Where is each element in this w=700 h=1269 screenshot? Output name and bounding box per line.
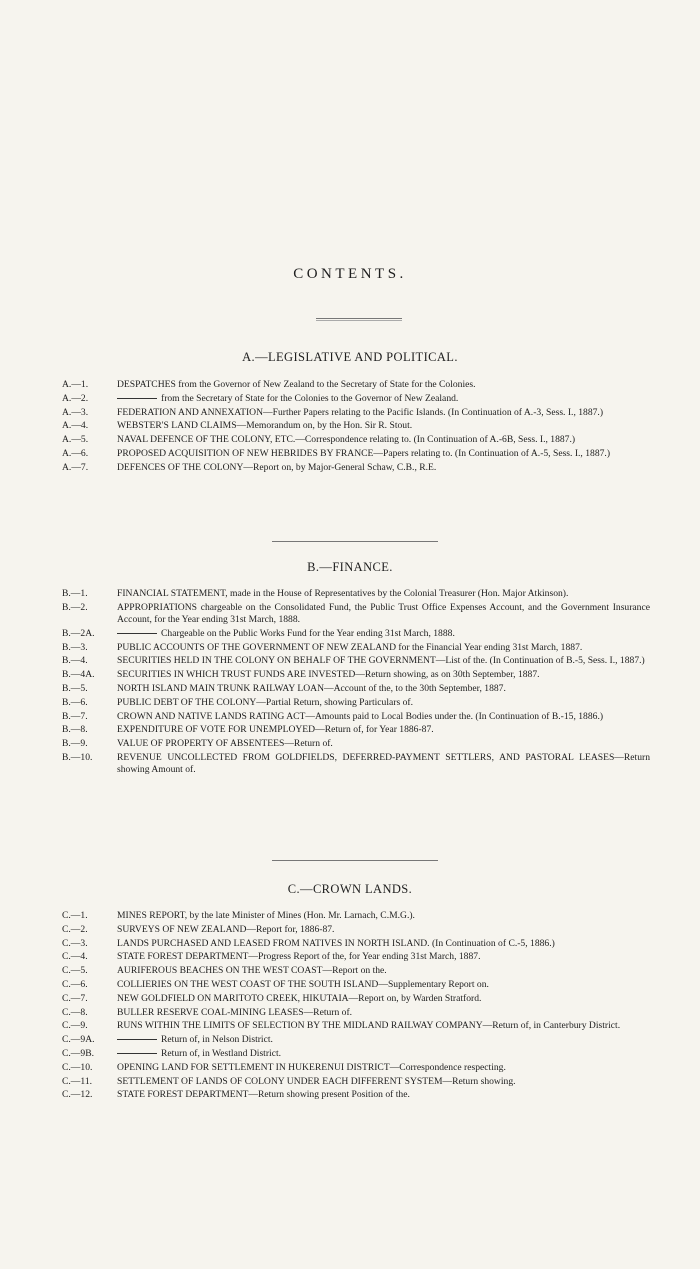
entry-text: FEDERATION AND ANNEXATION—Further Papers relating to the Pacific Islands. (In Continuation of A.-3, Sess. I., 1887.) bbox=[117, 406, 604, 418]
entry-text: VALUE OF PROPERTY OF ABSENTEES—Return of. bbox=[117, 738, 333, 750]
section-a-list bbox=[62, 379, 650, 476]
list-item bbox=[62, 602, 650, 626]
entry-text: FINANCIAL STATEMENT, made in the House of Representatives by the Colonial Treasurer (Hon. Major Atkinson). bbox=[117, 588, 569, 599]
entry-text: Chargeable on the Public Works Fund for the Year ending 31st March, 1888. bbox=[161, 627, 455, 639]
list-item bbox=[62, 1048, 650, 1060]
list-item bbox=[62, 588, 650, 600]
list-item bbox=[62, 965, 650, 977]
list-item bbox=[62, 1089, 650, 1101]
section-a-heading: A.—LEGISLATIVE AND POLITICAL. bbox=[242, 350, 458, 364]
entry-code: C.—3. bbox=[62, 937, 88, 949]
list-item bbox=[62, 628, 650, 640]
page-title: CONTENTS. bbox=[293, 266, 407, 282]
entry-code: B.—1. bbox=[62, 588, 88, 599]
entry-text: PUBLIC ACCOUNTS OF THE GOVERNMENT OF NEW ZEALAND for the Financial Year ending 31st March, 1887. bbox=[117, 641, 583, 653]
list-item bbox=[62, 655, 650, 667]
entry-text: STATE FOREST DEPARTMENT—Return showing present Position of the. bbox=[117, 1089, 410, 1101]
title-rule bbox=[316, 318, 402, 321]
entry-text: from the Secretary of State for the Colonies to the Governor of New Zealand. bbox=[161, 392, 459, 404]
entry-text: AURIFEROUS BEACHES ON THE WEST COAST—Report on the. bbox=[117, 965, 387, 977]
entry-text: DESPATCHES from the Governor of New Zealand to the Secretary of State for the Colonies. bbox=[117, 379, 476, 390]
section-b-heading: B.—FINANCE. bbox=[307, 560, 393, 574]
list-item bbox=[62, 683, 650, 695]
list-item bbox=[62, 924, 650, 936]
list-item bbox=[62, 738, 650, 750]
entry-text: SURVEYS OF NEW ZEALAND—Report for, 1886-87. bbox=[117, 923, 335, 935]
list-item bbox=[62, 724, 650, 736]
entry-code: B.—5. bbox=[62, 682, 88, 694]
entry-code: A.—3. bbox=[62, 406, 89, 418]
section-divider bbox=[272, 860, 438, 861]
entry-code: A.—5. bbox=[62, 434, 89, 446]
entry-text: COLLIERIES ON THE WEST COAST OF THE SOUTH ISLAND—Supplementary Report on. bbox=[117, 978, 489, 990]
entry-code: B.—8. bbox=[62, 724, 88, 736]
list-item bbox=[62, 1034, 650, 1046]
list-item bbox=[62, 993, 650, 1005]
ditto-dash bbox=[117, 1053, 157, 1054]
entry-code: C.—2. bbox=[62, 923, 88, 935]
entry-code: A.—1. bbox=[62, 379, 89, 390]
list-item bbox=[62, 979, 650, 991]
section-c-list bbox=[62, 910, 650, 1103]
list-item bbox=[62, 697, 650, 709]
section-c-heading: C.—CROWN LANDS. bbox=[287, 882, 413, 896]
entry-code: A.—2. bbox=[62, 392, 89, 404]
entry-code: B.—10. bbox=[62, 751, 93, 763]
entry-text: NAVAL DEFENCE OF THE COLONY, ETC.—Correspondence relating to. (In Continuation of A.-6B, Sess. I., 1887.) bbox=[117, 434, 576, 446]
entry-text: SECURITIES HELD IN THE COLONY ON BEHALF OF THE GOVERNMENT—List of the. (In Continuation of B.-5, Sess. I., 1887.) bbox=[117, 655, 645, 667]
entry-code: C.—1. bbox=[62, 910, 88, 921]
entry-text: NEW GOLDFIELD ON MARITOTO CREEK, HIKUTAIA—Report on, by Warden Stratford. bbox=[117, 992, 482, 1004]
list-item bbox=[62, 910, 650, 922]
list-item bbox=[62, 669, 650, 681]
section-b-list bbox=[62, 588, 650, 778]
list-item bbox=[62, 393, 650, 405]
entry-code: C.—11. bbox=[62, 1075, 93, 1087]
entry-code: B.—2A. bbox=[62, 627, 95, 639]
list-item bbox=[62, 1076, 650, 1088]
entry-code: B.—7. bbox=[62, 710, 88, 722]
entry-text: MINES REPORT, by the late Minister of Mines (Hon. Mr. Larnach, C.M.G.). bbox=[117, 910, 415, 921]
entry-text: OPENING LAND FOR SETTLEMENT IN HUKERENUI DISTRICT—Correspondence respecting. bbox=[117, 1061, 506, 1073]
entry-text: NORTH ISLAND MAIN TRUNK RAILWAY LOAN—Account of the, to the 30th September, 1887. bbox=[117, 682, 506, 694]
entry-code: A.—4. bbox=[62, 420, 89, 432]
entry-text: LANDS PURCHASED AND LEASED FROM NATIVES IN NORTH ISLAND. (In Continuation of C.-5, 1886.) bbox=[117, 937, 555, 949]
list-item bbox=[62, 434, 650, 446]
entry-text: REVENUE UNCOLLECTED FROM GOLDFIELDS, DEFERRED-PAYMENT SETTLERS, AND PASTORAL LEASES—Return showing Amount of. bbox=[117, 751, 650, 776]
entry-code: B.—3. bbox=[62, 641, 88, 653]
ditto-dash bbox=[117, 398, 157, 399]
list-item bbox=[62, 938, 650, 950]
list-item bbox=[62, 1062, 650, 1074]
list-item bbox=[62, 462, 650, 474]
entry-text: RUNS WITHIN THE LIMITS OF SELECTION BY THE MIDLAND RAILWAY COMPANY—Return of, in Canterbury District. bbox=[117, 1020, 621, 1032]
entry-code: C.—9. bbox=[62, 1020, 88, 1032]
entry-code: C.—10. bbox=[62, 1061, 93, 1073]
entry-code: C.—12. bbox=[62, 1089, 93, 1101]
entry-code: C.—6. bbox=[62, 978, 88, 990]
entry-code: C.—8. bbox=[62, 1006, 88, 1018]
list-item bbox=[62, 711, 650, 723]
entry-code: A.—6. bbox=[62, 447, 89, 459]
entry-code: C.—9B. bbox=[62, 1047, 94, 1059]
ditto-dash bbox=[117, 1039, 157, 1040]
list-item bbox=[62, 448, 650, 460]
list-item bbox=[62, 420, 650, 432]
list-item bbox=[62, 407, 650, 419]
entry-text: PROPOSED ACQUISITION OF NEW HEBRIDES BY FRANCE—Papers relating to. (In Continuation of A.-5, Sess. I., 1887.) bbox=[117, 447, 611, 459]
entry-code: C.—9A. bbox=[62, 1034, 95, 1046]
entry-text: CROWN AND NATIVE LANDS RATING ACT—Amounts paid to Local Bodies under the. (In Continuation of B.-15, 1886.) bbox=[117, 710, 604, 722]
entry-code: B.—9. bbox=[62, 738, 88, 750]
entry-code: C.—5. bbox=[62, 965, 88, 977]
list-item bbox=[62, 1020, 650, 1032]
ditto-dash bbox=[117, 633, 157, 634]
list-item bbox=[62, 951, 650, 963]
entry-text: SECURITIES IN WHICH TRUST FUNDS ARE INVESTED—Return showing, as on 30th September, 1887. bbox=[117, 669, 540, 681]
section-divider bbox=[272, 541, 438, 542]
entry-code: B.—4A. bbox=[62, 669, 95, 681]
list-item bbox=[62, 379, 650, 391]
entry-text: Return of, in Nelson District. bbox=[161, 1034, 273, 1046]
list-item bbox=[62, 752, 650, 776]
entry-text: DEFENCES OF THE COLONY—Report on, by Major-General Schaw, C.B., R.E. bbox=[117, 461, 437, 473]
entry-code: B.—6. bbox=[62, 696, 88, 708]
entry-code: B.—4. bbox=[62, 655, 88, 667]
list-item bbox=[62, 1007, 650, 1019]
entry-code: C.—7. bbox=[62, 992, 88, 1004]
list-item bbox=[62, 642, 650, 654]
entry-text: PUBLIC DEBT OF THE COLONY—Partial Return, showing Particulars of. bbox=[117, 696, 413, 708]
entry-code: B.—2. bbox=[62, 601, 88, 613]
entry-code: A.—7. bbox=[62, 461, 89, 473]
entry-code: C.—4. bbox=[62, 951, 88, 963]
entry-text: Return of, in Westland District. bbox=[161, 1047, 282, 1059]
entry-text: BULLER RESERVE COAL-MINING LEASES—Return of. bbox=[117, 1006, 353, 1018]
entry-text: STATE FOREST DEPARTMENT—Progress Report of the, for Year ending 31st March, 1887. bbox=[117, 951, 481, 963]
entry-text: SETTLEMENT OF LANDS OF COLONY UNDER EACH DIFFERENT SYSTEM—Return showing. bbox=[117, 1075, 516, 1087]
entry-text: APPROPRIATIONS chargeable on the Consolidated Fund, the Public Trust Office Expenses Account, and the Government Insurance Account, for the Year ending 31st March, 1888. bbox=[117, 601, 650, 625]
entry-text: WEBSTER'S LAND CLAIMS—Memorandum on, by the Hon. Sir R. Stout. bbox=[117, 420, 413, 432]
entry-text: EXPENDITURE OF VOTE FOR UNEMPLOYED—Return of, for Year 1886-87. bbox=[117, 724, 434, 736]
